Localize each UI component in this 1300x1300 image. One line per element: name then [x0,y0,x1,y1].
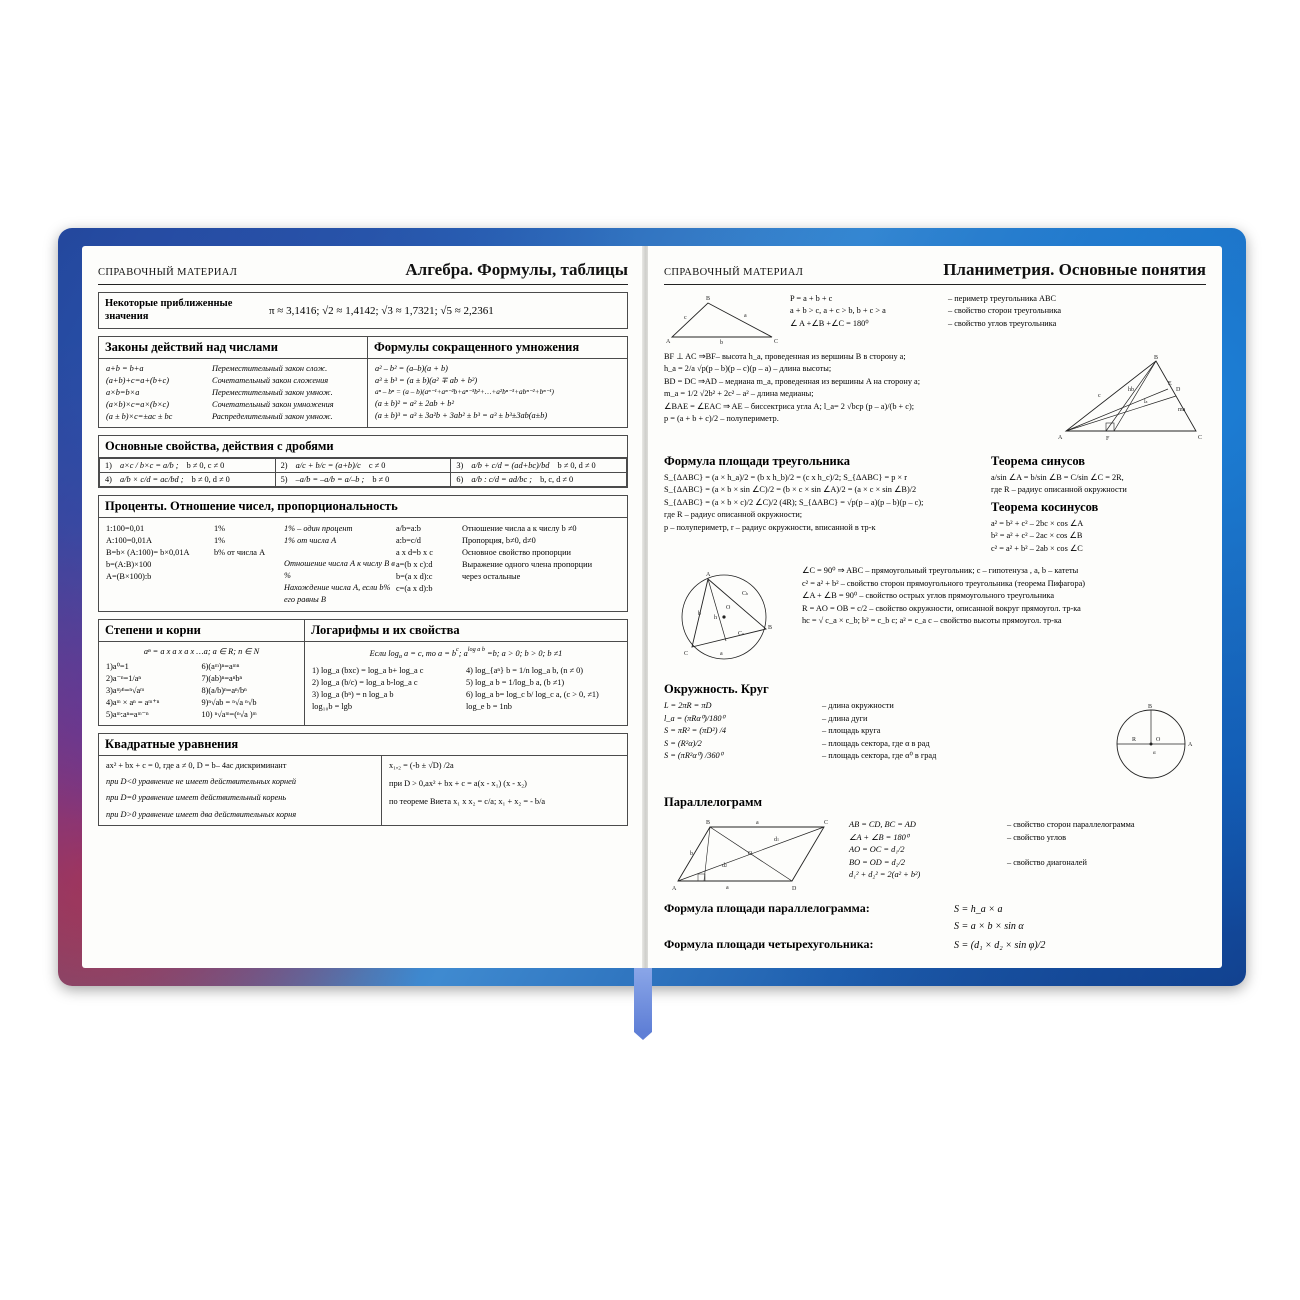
formula-note: – свойство сторон параллелограмма [1007,820,1135,830]
fraction-expr: a/b + c/d = (ad+bc)/bd [471,461,550,471]
svg-text:hb: hb [1128,387,1134,393]
svg-text:A: A [672,886,677,893]
parallelogram-figure [664,813,839,893]
percent-cell: a/b=a:b [396,524,421,534]
quadratic-line: при D<0 уравнение не имеет действительных корней [106,777,296,787]
svg-text:a: a [720,651,723,658]
bottom-formula: S = h_a × a [954,904,1003,916]
parallelogram-title: Параллелограмм [664,795,763,810]
triangle-basics-row [664,293,1206,345]
height-line: BF ⊥ AC ⇒BF– высота h_a, проведенная из вершины B в сторону a; [664,352,906,361]
svg-text:B: B [1148,704,1153,711]
height-line: BD = DC ⇒AD – медиана m_a, проведенная из вершины A на сторону a; [664,376,921,386]
power-rule: 8)(a/b)ⁿ=aⁿ/bⁿ [201,686,247,696]
formula: l_a = (πRα⁰)/180⁰ [664,713,725,723]
percent-col2 [214,523,284,606]
formula-note: – длина окружности [822,701,894,711]
cos-line: b² = a² + c² – 2ac × cos ∠B [991,531,1083,541]
right-triangle-line: ∠C = 90⁰ ⇒ ABC – прямоугольный треугольник; с – гипотенуза , a, b – катеты [802,566,1079,576]
circle-section [664,679,1206,786]
cos-theorem-title: Теорема косинусов [991,499,1099,514]
formula: AO = OC = d₁/2 [849,845,905,855]
svg-text:F: F [1106,436,1110,442]
fraction-cell [275,459,451,473]
bottom-label: Формула площади параллелограмма: [664,901,870,916]
percent-cell: a:b=c/d [396,536,421,546]
shortmult-list [368,359,627,426]
circle-figure [1096,700,1206,786]
heights-row [664,351,1206,443]
percent-col5 [462,523,620,606]
right-header-label: СПРАВОЧНЫЙ МАТЕРИАЛ [664,267,804,278]
power-rule: 3)aᵐ∕ⁿ=ⁿ√aᵐ [106,686,145,696]
area-line: S_{ΔABC} = (a × b × sin ∠C)/2 = (b × c × sin ∠A)/2 = (a × c × sin ∠B)/2 [664,485,917,495]
percent-cell: a x d=b x c [396,548,433,558]
circle-title: Окружность. Круг [664,682,769,697]
quadratic-box [98,733,628,825]
svg-text:E: E [1168,381,1172,387]
table-row [100,473,627,487]
quadratic-line: при D>0 уравнение имеет два действительных корня [106,809,297,819]
height-line: h_a = 2/a √p(p – b)(p – c)(p – a) – длина высоты; [664,364,832,374]
fractions-title: Основные свойства, действия с дробями [99,436,627,458]
powers-logs-box [98,619,628,726]
powers-col-left [106,661,202,721]
fraction-cell [451,459,627,473]
fraction-cond: b ≠ 0, d ≠ 0 [191,475,230,485]
fraction-expr: –a/b = –a/b = a/–b ; [295,475,365,485]
fraction-cell [275,473,451,487]
right-triangle-list [802,565,1206,627]
fraction-expr: a/b : c/d = ad/bc ; [471,475,532,485]
area-title: Формула площади треугольника [664,454,850,468]
fraction-cond: b ≠ 0, c ≠ 0 [186,461,225,471]
percent-col4 [396,523,462,606]
log-rule: 2) log_a (b/c) = log_a b-log_a c [312,678,418,688]
fraction-cell [100,473,276,487]
left-header-title: Алгебра. Формулы, таблицы [405,260,628,279]
svg-text:c: c [684,315,687,321]
triangle-figure [664,293,782,345]
power-rule: 2)a⁻ⁿ=1/aⁿ [106,674,142,684]
percent-cell: c=(a x d):b [396,584,433,594]
percent-cell: a=(b x c):d [396,560,433,570]
area-line: p – полупериметр, r – радиус окружности, вписанной в тр-к [664,522,876,532]
percent-cell: Пропорция, b≠0, d≠0 [462,536,536,546]
log-rule: log_e b = 1nb [466,702,512,712]
svg-text:b: b [690,851,693,858]
laws-title: Законы действий над числами [99,337,367,359]
svg-text:D: D [792,886,797,893]
area-line: где R – радиус описанной окружности; [664,510,803,520]
approx-values-box [98,292,628,329]
height-line: m_a = 1/2 √2b² + 2c² – a² – длина медианы; [664,389,814,399]
percent-cell: 1:100=0,01 [106,524,145,534]
percent-cell: Отношение числа а к числу b ≠0 [462,524,577,534]
svg-text:C: C [824,820,829,827]
parallelogram-lines [849,813,1206,881]
svg-text:A: A [666,339,671,345]
percent-cell: 1% [214,524,226,534]
svg-text:d1: d1 [774,837,779,844]
formula-note: – длина дуги [822,713,868,723]
power-rule: 6)(aᵐ)ⁿ=aᵐⁿ [201,662,240,672]
fraction-no: 1) [105,461,112,471]
formula-note: – свойство диагоналей [1007,857,1087,867]
law-name: Переместительный закон слож. [212,364,328,374]
quadratic-col-left [99,756,381,824]
bookmark-ribbon [634,968,652,1032]
fraction-cond: b ≠ 0, d ≠ 0 [557,461,596,471]
approx-value: π ≈ 3,1416; √2 ≈ 1,4142; √3 ≈ 1,7321; √5 ≈ 2,2361 [269,304,494,317]
right-page-header [664,260,1206,285]
percent-cell: b=(a x d):c [396,572,433,582]
svg-text:A: A [1188,742,1193,749]
law-formula: a+b = b+a [106,364,144,374]
triangle-cevians-figure [1056,351,1206,443]
fraction-cond: b ≠ 0 [372,475,390,485]
power-rule: 4)aᵐ × aⁿ = aᵐ⁺ⁿ [106,698,160,708]
fraction-no: 6) [456,475,464,485]
left-page [82,246,644,968]
percent-cell: Основное свойство пропорции [462,548,571,558]
area-line: S_{ΔABC} = (a × b × c)/2 ∠C)/2 (4R); S_{ΔABC} = √p(p – a)(p – b)(p – c); [664,497,924,507]
powers-col-right [202,661,298,721]
svg-text:A: A [1058,435,1063,441]
percent-cell: b% от числа А [214,548,266,558]
percent-cell: Выражение одного члена пропорции [462,560,593,570]
law-name: Сочетательный закон умножения [212,400,334,410]
svg-text:C: C [1198,435,1203,441]
svg-text:ma: ma [1178,407,1186,413]
laws-list [99,359,367,427]
formula-note: – свойство углов треугольника [948,318,1057,328]
formula-note: – площадь сектора, где α в рад [822,738,930,748]
right-triangle-figure [664,565,794,669]
fraction-cell [100,459,276,473]
bottom-label: Формула площади четырехугольника: [664,937,874,952]
law-formula: a×b=b×a [106,388,140,398]
formula: P = a + b + c [790,294,833,303]
svg-text:D: D [1176,387,1181,393]
svg-text:la: la [1144,399,1148,405]
sin-theorem-lines [991,472,1206,497]
area-lines [664,472,981,534]
log-rule: 6) log_a b= log_c b/ log_c a, (c > 0, ≠1) [466,690,599,700]
formula-note: – площадь круга [822,726,881,736]
sin-line: где R – радиус описанной окружности [991,485,1127,495]
left-header-label: СПРАВОЧНЫЙ МАТЕРИАЛ [98,267,238,278]
law-formula: (a×b)×c=a×(b×c) [106,400,170,410]
fraction-no: 3) [456,461,464,471]
svg-text:B: B [706,296,711,302]
percent-cell: b=(А:В)×100 [106,560,152,570]
quadratic-line: при D=0 уравнение имеет действительный корень [106,793,287,803]
svg-text:C: C [684,651,689,658]
right-triangle-line: ∠A + ∠B = 90⁰ – свойство острых углов прямоугольного треугольника [802,591,1055,601]
law-formula: (a+b)+c=a+(b+c) [106,376,170,386]
svg-text:b: b [720,340,723,345]
law-name: Переместительный закон умнож. [212,388,333,398]
percent-col1 [106,523,214,606]
logs-col-left [312,665,466,713]
svg-text:O: O [726,605,731,612]
log-rule: log₁₀b = lgb [312,702,352,712]
percent-cell: А:100=0,01А [106,536,152,546]
parallelogram-section [664,792,1206,893]
fraction-cond: c ≠ 0 [368,461,386,471]
svg-text:a: a [726,885,729,892]
fractions-box [98,435,628,488]
laws-and-shortmult-box [98,336,628,428]
right-triangle-line: R = AO = OB = c/2 – свойство окружности, описанной вокруг прямоугол. тр-ка [802,603,1081,613]
quadratic-line: ax² + bx + c = 0, где a ≠ 0, D = b– 4ac дискриминант [106,761,287,771]
power-rule: 9)ⁿ√ab = ⁿ√a ⁿ√b [201,698,257,708]
percent-cell: В=b× (А:100)= b×0,01А [106,548,190,558]
quadratic-title: Квадратные уравнения [99,734,627,756]
svg-text:A: A [706,572,711,579]
fraction-no: 5) [280,475,288,485]
powers-title: Степени и корни [99,620,304,642]
shortmult-title: Формулы сокращенного умножения [368,337,627,359]
shortmult-row: aⁿ – bⁿ = (a – b)(aⁿ⁻¹+aⁿ⁻²b+aⁿ⁻³b²+…+a²bⁿ⁻³+abⁿ⁻²+bⁿ⁻¹) [375,387,554,397]
fraction-expr: a/c + b/c = (a+b)/c [295,461,361,471]
shortmult-row: (a ± b)³ = a³ ± 3a²b + 3ab² ± b³ = a³ ± b³±3ab(a±b) [375,410,548,420]
log-rule: 4) log_{aⁿ} b = 1/n log_a b, (n ≠ 0) [466,666,584,676]
formula-note: – свойство сторон треугольника [948,306,1062,316]
fraction-cond: b, c, d ≠ 0 [540,475,574,485]
power-rule: 5)aᵐ:aⁿ=aᵐ⁻ⁿ [106,710,149,720]
fraction-expr: a/b × c/d = ac/bd ; [120,475,184,485]
approx-title: Некоторые приближенные значения [105,298,233,322]
formula: L = 2πR = πD [664,701,712,711]
area-line: S_{ΔABC} = (a × h_a)/2 = (b x h_b)/2 = (c x h_c)/2; S_{ΔABC} = p × r [664,473,907,482]
svg-text:B: B [1154,355,1159,361]
cos-line: a² = b² + c² – 2bc × cos ∠A [991,518,1084,528]
logs-definition: Если $\log_a a = c$, то $a = b^c$; $a^{log a b} =b$; a > 0; b > 0; b ≠1 [369,646,563,661]
percent-title: Проценты. Отношение чисел, пропорциональность [99,496,627,518]
bottom-formula: S = (d₁ × d₂ × sin φ)/2 [954,940,1046,952]
shortmult-row: a³ ± b³ = (a ± b)(a² ∓ ab + b²) [375,376,478,386]
cos-line: c² = a² + b² – 2ab × cos ∠C [991,543,1083,553]
formula: AB = CD, BC = AD [849,820,916,830]
bottom-formula: S = a × b × sin α [954,921,1024,933]
height-line: p = (a + b + c)/2 – полупериметр. [664,414,779,424]
log-rule: 5) log_a b = 1/log_b a, (b ≠1) [466,678,565,688]
quadratic-line: при D > 0,ax² + bx + c = a(x - x₁) (x - x₂) [389,779,527,789]
svg-text:O: O [1156,737,1161,744]
fraction-no: 2) [280,461,288,471]
fraction-cell [451,473,627,487]
svg-text:O: O [748,851,753,858]
right-triangle-line: hc = √ c_a × c_b; b² = c_b c; a² = c_a c – свойство высоты прямоугол. тр-ка [802,615,1062,625]
svg-text:α: α [1153,751,1156,757]
bottom-formulas [664,901,1206,952]
powers-definition: aⁿ = a x a x a x …a; a ∈ R; n ∈ N [143,647,260,657]
quadratic-line: x₁,₂ = (-b ± √D) /2a [389,761,454,771]
svg-text:a: a [744,313,747,319]
quadratic-col-right [381,756,627,824]
fractions-table [99,458,627,487]
fraction-expr: a×c / b×c = a/b ; [120,461,179,471]
svg-text:b: b [698,611,701,618]
log-rule: 1) log_a (bxc) = log_a b+ log_a c [312,666,424,676]
percent-cell: 1% [214,536,226,546]
percent-col3 [284,523,396,606]
triangle-basics-list [790,293,1206,330]
formula-note: – площадь сектора, где α⁰ в град [822,750,937,760]
law-name: Распределительный закон умнож. [212,412,333,422]
formula-note: – свойство углов [1007,832,1067,842]
fraction-no: 4) [105,475,112,485]
sin-theorem-title: Теорема синусов [991,454,1086,468]
percent-cell: 1% от числа А [284,536,337,546]
right-header-title: Планиметрия. Основные понятия [943,260,1206,279]
left-page-header [98,260,628,285]
percent-cell: Отношение числа А к числу В в % [284,559,395,581]
power-rule: 10) ⁿ√aᵐ=(ⁿ√a )ᵐ [201,710,257,720]
table-row [100,459,627,473]
formula: BO = OD = d₂/2 [849,857,906,867]
notebook-spread [58,228,1246,986]
svg-text:a: a [756,820,759,827]
area-theorems-row [664,451,1206,555]
heights-list [664,351,1048,426]
right-page [648,246,1222,968]
logs-title: Логарифмы и их свойства [305,620,627,642]
law-formula: (a ± b)×c=±ac ± bc [106,412,173,422]
log-rule: 3) log_a (bⁿ) = n log_a b [312,690,394,700]
height-line: ∠BAE = ∠EAC ⇒ AE – биссектриса угла A; l_a= 2 √bcp (p – a)/(b + c); [664,401,915,411]
formula: ∠ A +∠B +∠C = 180⁰ [790,318,869,328]
svg-text:R: R [1132,737,1137,744]
power-rule: 1)a⁰=1 [106,662,129,672]
power-rule: 7)(ab)ⁿ=aⁿbⁿ [201,674,243,684]
svg-text:Cb: Cb [742,591,749,598]
svg-text:h: h [714,615,717,622]
formula-note: – периметр треугольника ABC [948,294,1057,303]
formula: S = (R²α)/2 [664,738,702,748]
percent-cell: Нахождение числа А, если b% его равны В [284,583,391,605]
percent-cell: А=(В×100):b [106,572,152,582]
percent-cell: 1% – один процент [284,524,353,534]
right-triangle-row [664,565,1206,669]
cos-theorem-lines [991,518,1206,555]
shortmult-row: a² – b² = (a–b)(a + b) [375,364,448,374]
sin-line: a/sin ∠A = b/sin ∠B = C/sin ∠C = 2R, [991,473,1124,482]
percent-box [98,495,628,612]
svg-text:B: B [768,625,773,632]
right-triangle-line: c² = a² + b² – свойство сторон прямоугольного треугольника (теорема Пифагора) [802,578,1086,588]
svg-text:d2: d2 [722,863,727,870]
percent-cell: через остальные [462,572,521,582]
formula: d₁² + d₂² = 2(a² + b²) [849,869,921,879]
formula: a + b > c, a + c > b, b + c > a [790,306,886,316]
law-name: Сочетательный закон сложения [212,376,329,386]
svg-text:C: C [774,339,779,345]
formula: ∠A + ∠B = 180⁰ [849,832,910,842]
svg-text:B: B [706,820,711,827]
quadratic-line: по теореме Виета x₁ x x₂ = c/a; x₁ + x₂ = - b/a [389,797,546,807]
logs-col-right [466,665,620,713]
formula: S = (πR²α⁰) /360⁰ [664,750,723,760]
formula: S = πR² = (πD²) /4 [664,726,727,736]
svg-text:Ca: Ca [738,631,744,638]
circle-lines [664,700,1086,762]
svg-text:c: c [1098,393,1101,399]
shortmult-row: (a ± b)² = a² ± 2ab + b² [375,398,454,408]
